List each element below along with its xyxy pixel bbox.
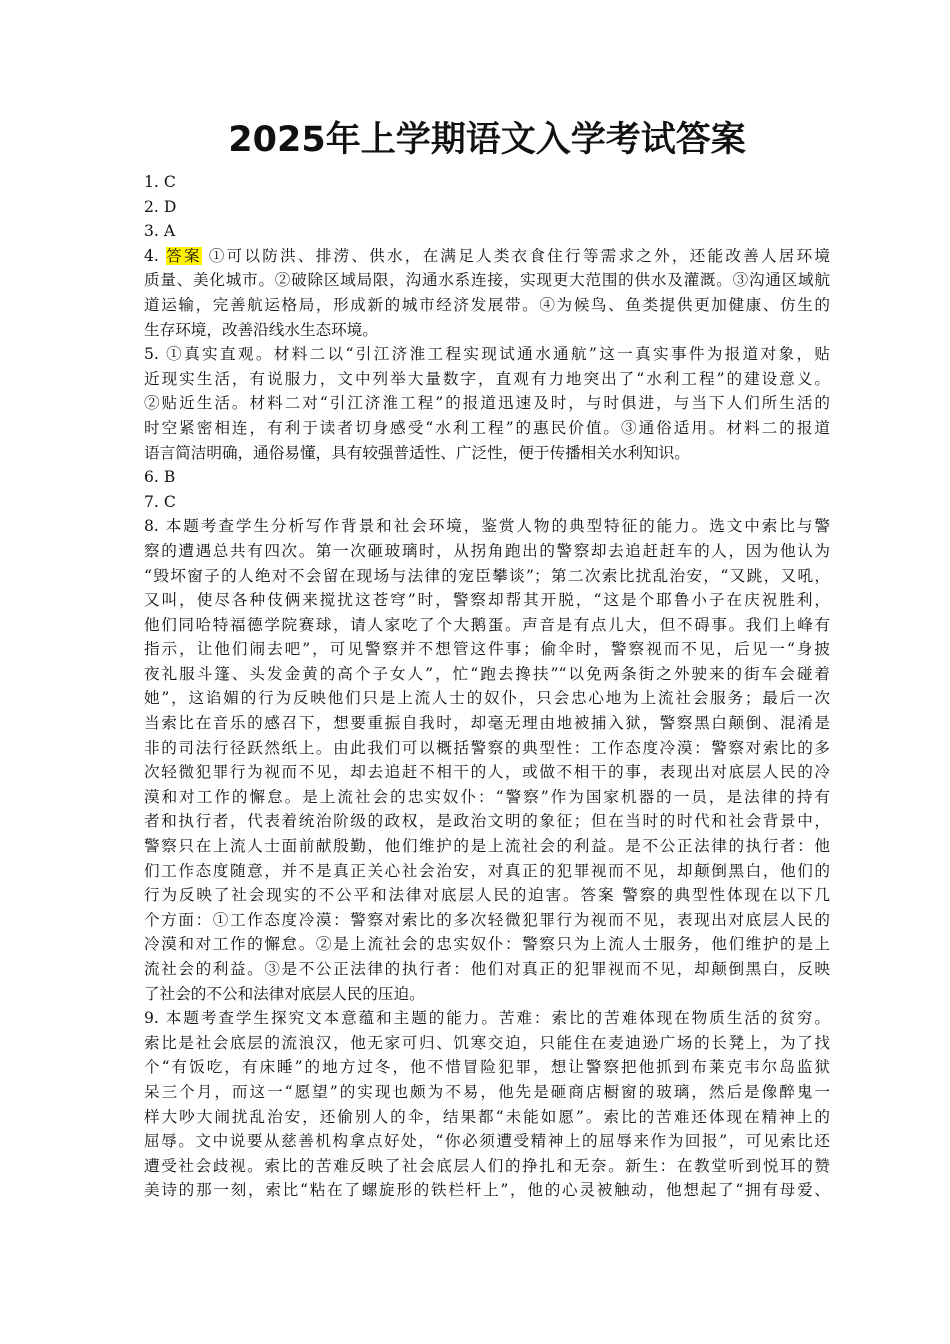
text-line: 5. ①真实直观。材料二以“引江济淮工程实现试通水通航”这一真实事件为报道对象，贴 (144, 345, 830, 364)
answer-body (144, 170, 830, 1203)
text-line: 1. C (144, 173, 176, 191)
text-line: 个“有饭吃，有床睡”的地方过冬，他不惜冒险犯罪，想让警察把他抓到布莱克韦尔岛监狱 (144, 1058, 830, 1077)
text-line: 又叫，使尽各种伎俩来搅扰这苍穹”时，警察却帮其开脱，“这是个耶鲁小子在庆祝胜利， (144, 591, 830, 610)
text-line: 屈辱。文中说要从慈善机构拿点好处，“你必须遭受精神上的屈辱来作为回报”，可见索比还 (144, 1132, 830, 1151)
text-line: 非的司法行径跃然纸上。由此我们可以概括警察的典型性：工作态度冷漠：警察对索比的多 (144, 738, 830, 757)
text-line: 9. 本题考查学生探究文本意蕴和主题的能力。苦难：索比的苦难体现在物质生活的贫穷。 (144, 1009, 830, 1028)
text-line: 7. C (144, 492, 176, 511)
text-line: 生存环境，改善沿线水生态环境。 (144, 320, 378, 339)
text-line: 语言简洁明确，通俗易懂，具有较强普适性、广泛性，便于传播相关水利知识。 (144, 443, 690, 462)
text-line: 次轻微犯罪行为视而不见，却去追赶不相干的人，或做不相干的事，表现出对底层人民的冷 (144, 763, 830, 782)
text-line: 样大吵大闹扰乱治安，还偷别人的伞，结果都“未能如愿”。索比的苦难还体现在精神上的 (144, 1107, 830, 1126)
question-number: 4. (144, 246, 167, 265)
text-line: 时空紧密相连，有利于读者切身感受“水利工程”的惠民价值。③通俗适用。材料二的报道 (144, 418, 830, 437)
text-line: ②贴近生活。材料二对“引江济淮工程”的报道迅速及时，与时俱进，与当下人们所生活的 (144, 394, 830, 413)
text-line: 索比是社会底层的流浪汉，他无家可归、饥寒交迫，只能住在麦迪逊广场的长凳上，为了找 (144, 1033, 830, 1052)
text-line: 行为反映了社会现实的不公平和法律对底层人民的迫害。答案 警察的典型性体现在以下几 (144, 886, 830, 905)
text-line: 们工作态度随意，并不是真正关心社会治安，对真正的犯罪视而不见，却颠倒黑白，他们的 (144, 861, 830, 880)
text-line: 冷漠和对工作的懈怠。②是上流社会的忠实奴仆：警察只为上流人士服务，他们维护的是上 (144, 935, 830, 954)
text-line: 她”，这谄媚的行为反映他们只是上流人士的奴仆，只会忠心地为上流社会服务；最后一次 (144, 689, 830, 708)
text-line: 2. D (144, 197, 177, 216)
text-line: 6. B (144, 468, 176, 487)
text-line: 他们同哈特福德学院赛球，请人家吃了个大鹅蛋。声音是有点儿大，但不碍事。我们上峰有 (144, 615, 830, 634)
text-line: 呆三个月，而这一“愿望”的实现也颇为不易，他先是砸商店橱窗的玻璃，然后是像醉鬼一 (144, 1082, 830, 1101)
text-line: 者和执行者，代表着统治阶级的政权，是政治文明的象征；但在当时的时代和社会背景中， (144, 812, 830, 831)
text-line: 了社会的不公和法律对底层人民的压迫。 (144, 984, 425, 1003)
text-line: “毁坏窗子的人绝对不会留在现场与法律的宠臣攀谈”；第二次索比扰乱治安，“又跳，又吼， (144, 566, 830, 585)
text-line: 质量、美化城市。②破除区域局限，沟通水系连接，实现更大范围的供水及灌溉。③沟通区域航 (144, 271, 830, 290)
text-line: 道运输，完善航运格局，形成新的城市经济发展带。④为候鸟、鱼类提供更加健康、仿生的 (144, 295, 830, 314)
text-line: 察的遭遇总共有四次。第一次砸玻璃时，从拐角跑出的警察却去追赶赶车的人，因为他认为 (144, 541, 830, 560)
text-line: 美诗的那一刻，索比“粘在了螺旋形的铁栏杆上”，他的心灵被触动，他想起了“拥有母爱、 (144, 1181, 830, 1200)
text-line: 夜礼服斗篷、头发金黄的高个子女人”，忙“跑去搀扶”“以免两条街之外驶来的街车会碰着 (144, 664, 830, 683)
text-line: 个方面：①工作态度冷漠：警察对索比的多次轻微犯罪行为视而不见，表现出对底层人民的 (144, 910, 830, 929)
text-line: 3. A (144, 222, 176, 241)
text-line: 8. 本题考查学生分析写作背景和社会环境，鉴赏人物的典型特征的能力。选文中索比与警 (144, 517, 830, 536)
answer-text: ①可以防洪、排涝、供水，在满足人类衣食住行等需求之外，还能改善人居环境 (201, 246, 830, 265)
answer-highlight: 答案 (166, 246, 202, 265)
text-line: 近现实生活，有说服力，文中列举大量数字，直观有力地突出了“水利工程”的建设意义。 (144, 369, 830, 388)
text-line: 遭受社会歧视。索比的苦难反映了社会底层人们的挣扎和无奈。新生：在教堂听到悦耳的赞 (144, 1156, 830, 1175)
text-line: 警察只在上流人士面前献殷勤，他们维护的是上流社会的利益。是不公正法律的执行者：他 (144, 837, 830, 856)
text-line (144, 244, 830, 269)
text-line: 当索比在音乐的感召下，想要重振自我时，却毫无理由地被捕入狱，警察黑白颠倒、混淆是 (144, 714, 830, 733)
text-line: 指示，让他们闹去吧”，可见警察并不想管这件事；偷伞时，警察视而不见，后见一“身披 (144, 640, 830, 659)
text-line: 漠和对工作的懈怠。是上流社会的忠实奴仆：“警察”作为国家机器的一员，是法律的持有 (144, 787, 830, 806)
text-line: 流社会的利益。③是不公正法律的执行者：他们对真正的犯罪视而不见，却颠倒黑白，反映 (144, 960, 830, 978)
page-title: 2025年上学期语文入学考试答案 (228, 120, 746, 160)
